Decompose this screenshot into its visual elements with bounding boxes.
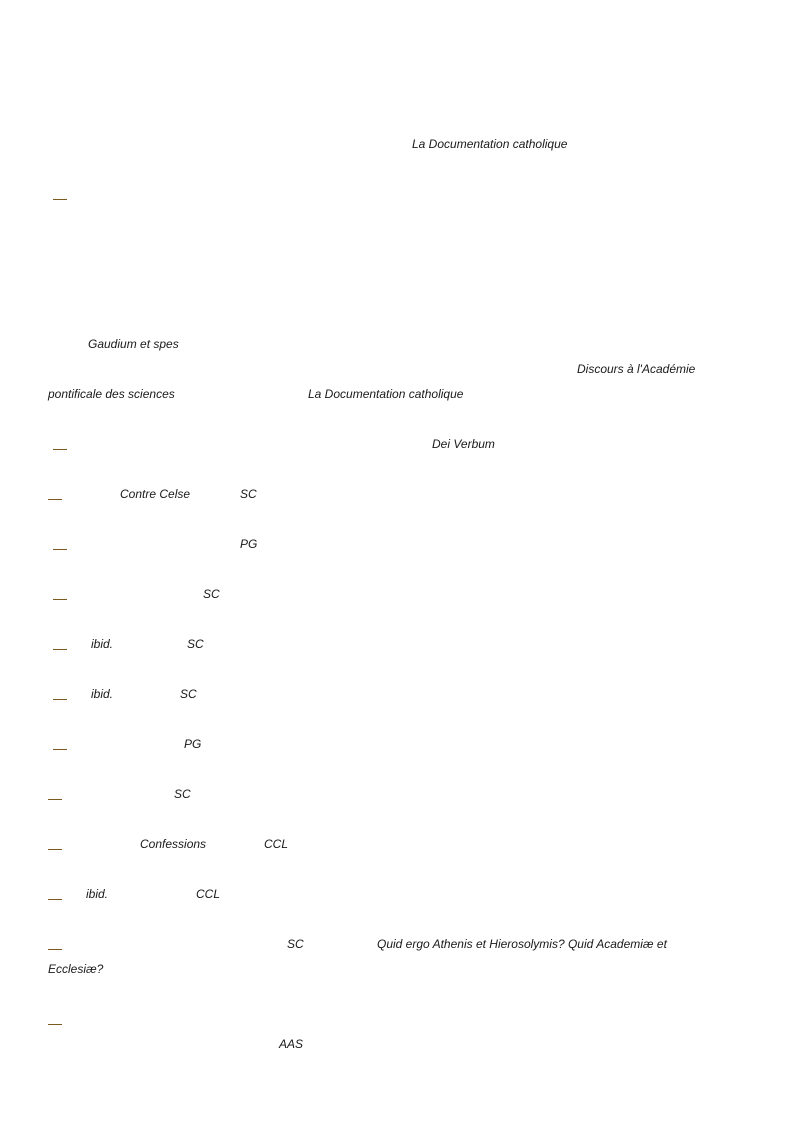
abbr-sc: SC — [287, 937, 304, 951]
abbr-sc: SC — [240, 487, 257, 501]
footnote-mark — [53, 749, 67, 750]
footnote-mark — [53, 649, 67, 650]
footnote-mark — [48, 949, 62, 950]
abbr-aas: AAS — [279, 1037, 304, 1051]
footnote-mark — [53, 549, 67, 550]
latin-quote-line1: Quid ergo Athenis et Hierosolymis? Quid Academiæ et — [377, 937, 667, 951]
footnote-mark — [48, 1024, 62, 1025]
abbr-ibid: ibid. — [91, 687, 114, 701]
abbr-sc: SC — [187, 637, 204, 651]
abbr-pg: PG — [240, 537, 258, 551]
title-dei-verbum: Dei Verbum — [432, 437, 495, 451]
abbr-ibid: ibid. — [86, 887, 109, 901]
title-doc-cath: La Documentation catholique — [308, 387, 464, 401]
footnote-mark — [53, 699, 67, 700]
title-discours-line2: pontificale des sciences — [48, 387, 175, 401]
footnote-mark — [48, 899, 62, 900]
title-doc-cath: La Documentation catholique — [412, 137, 568, 151]
title-gaudium-et-spes: Gaudium et spes — [88, 337, 179, 351]
abbr-sc: SC — [180, 687, 197, 701]
abbr-pg: PG — [184, 737, 202, 751]
abbr-ccl: CCL — [196, 887, 221, 901]
latin-quote-line2: Ecclesiæ? — [48, 962, 104, 976]
footnote-mark — [53, 199, 67, 200]
abbr-ibid: ibid. — [91, 637, 114, 651]
footnote-mark — [48, 499, 62, 500]
abbr-sc: SC — [174, 787, 191, 801]
abbr-sc: SC — [203, 587, 220, 601]
footnote-mark — [53, 599, 67, 600]
footnote-mark — [53, 449, 67, 450]
abbr-ccl: CCL — [264, 837, 289, 851]
footnote-mark — [48, 849, 62, 850]
footnote-mark — [48, 799, 62, 800]
title-discours-line1: Discours à l'Académie — [577, 362, 696, 376]
title-contre-celse: Contre Celse — [120, 487, 191, 501]
title-confessions: Confessions — [140, 837, 207, 851]
